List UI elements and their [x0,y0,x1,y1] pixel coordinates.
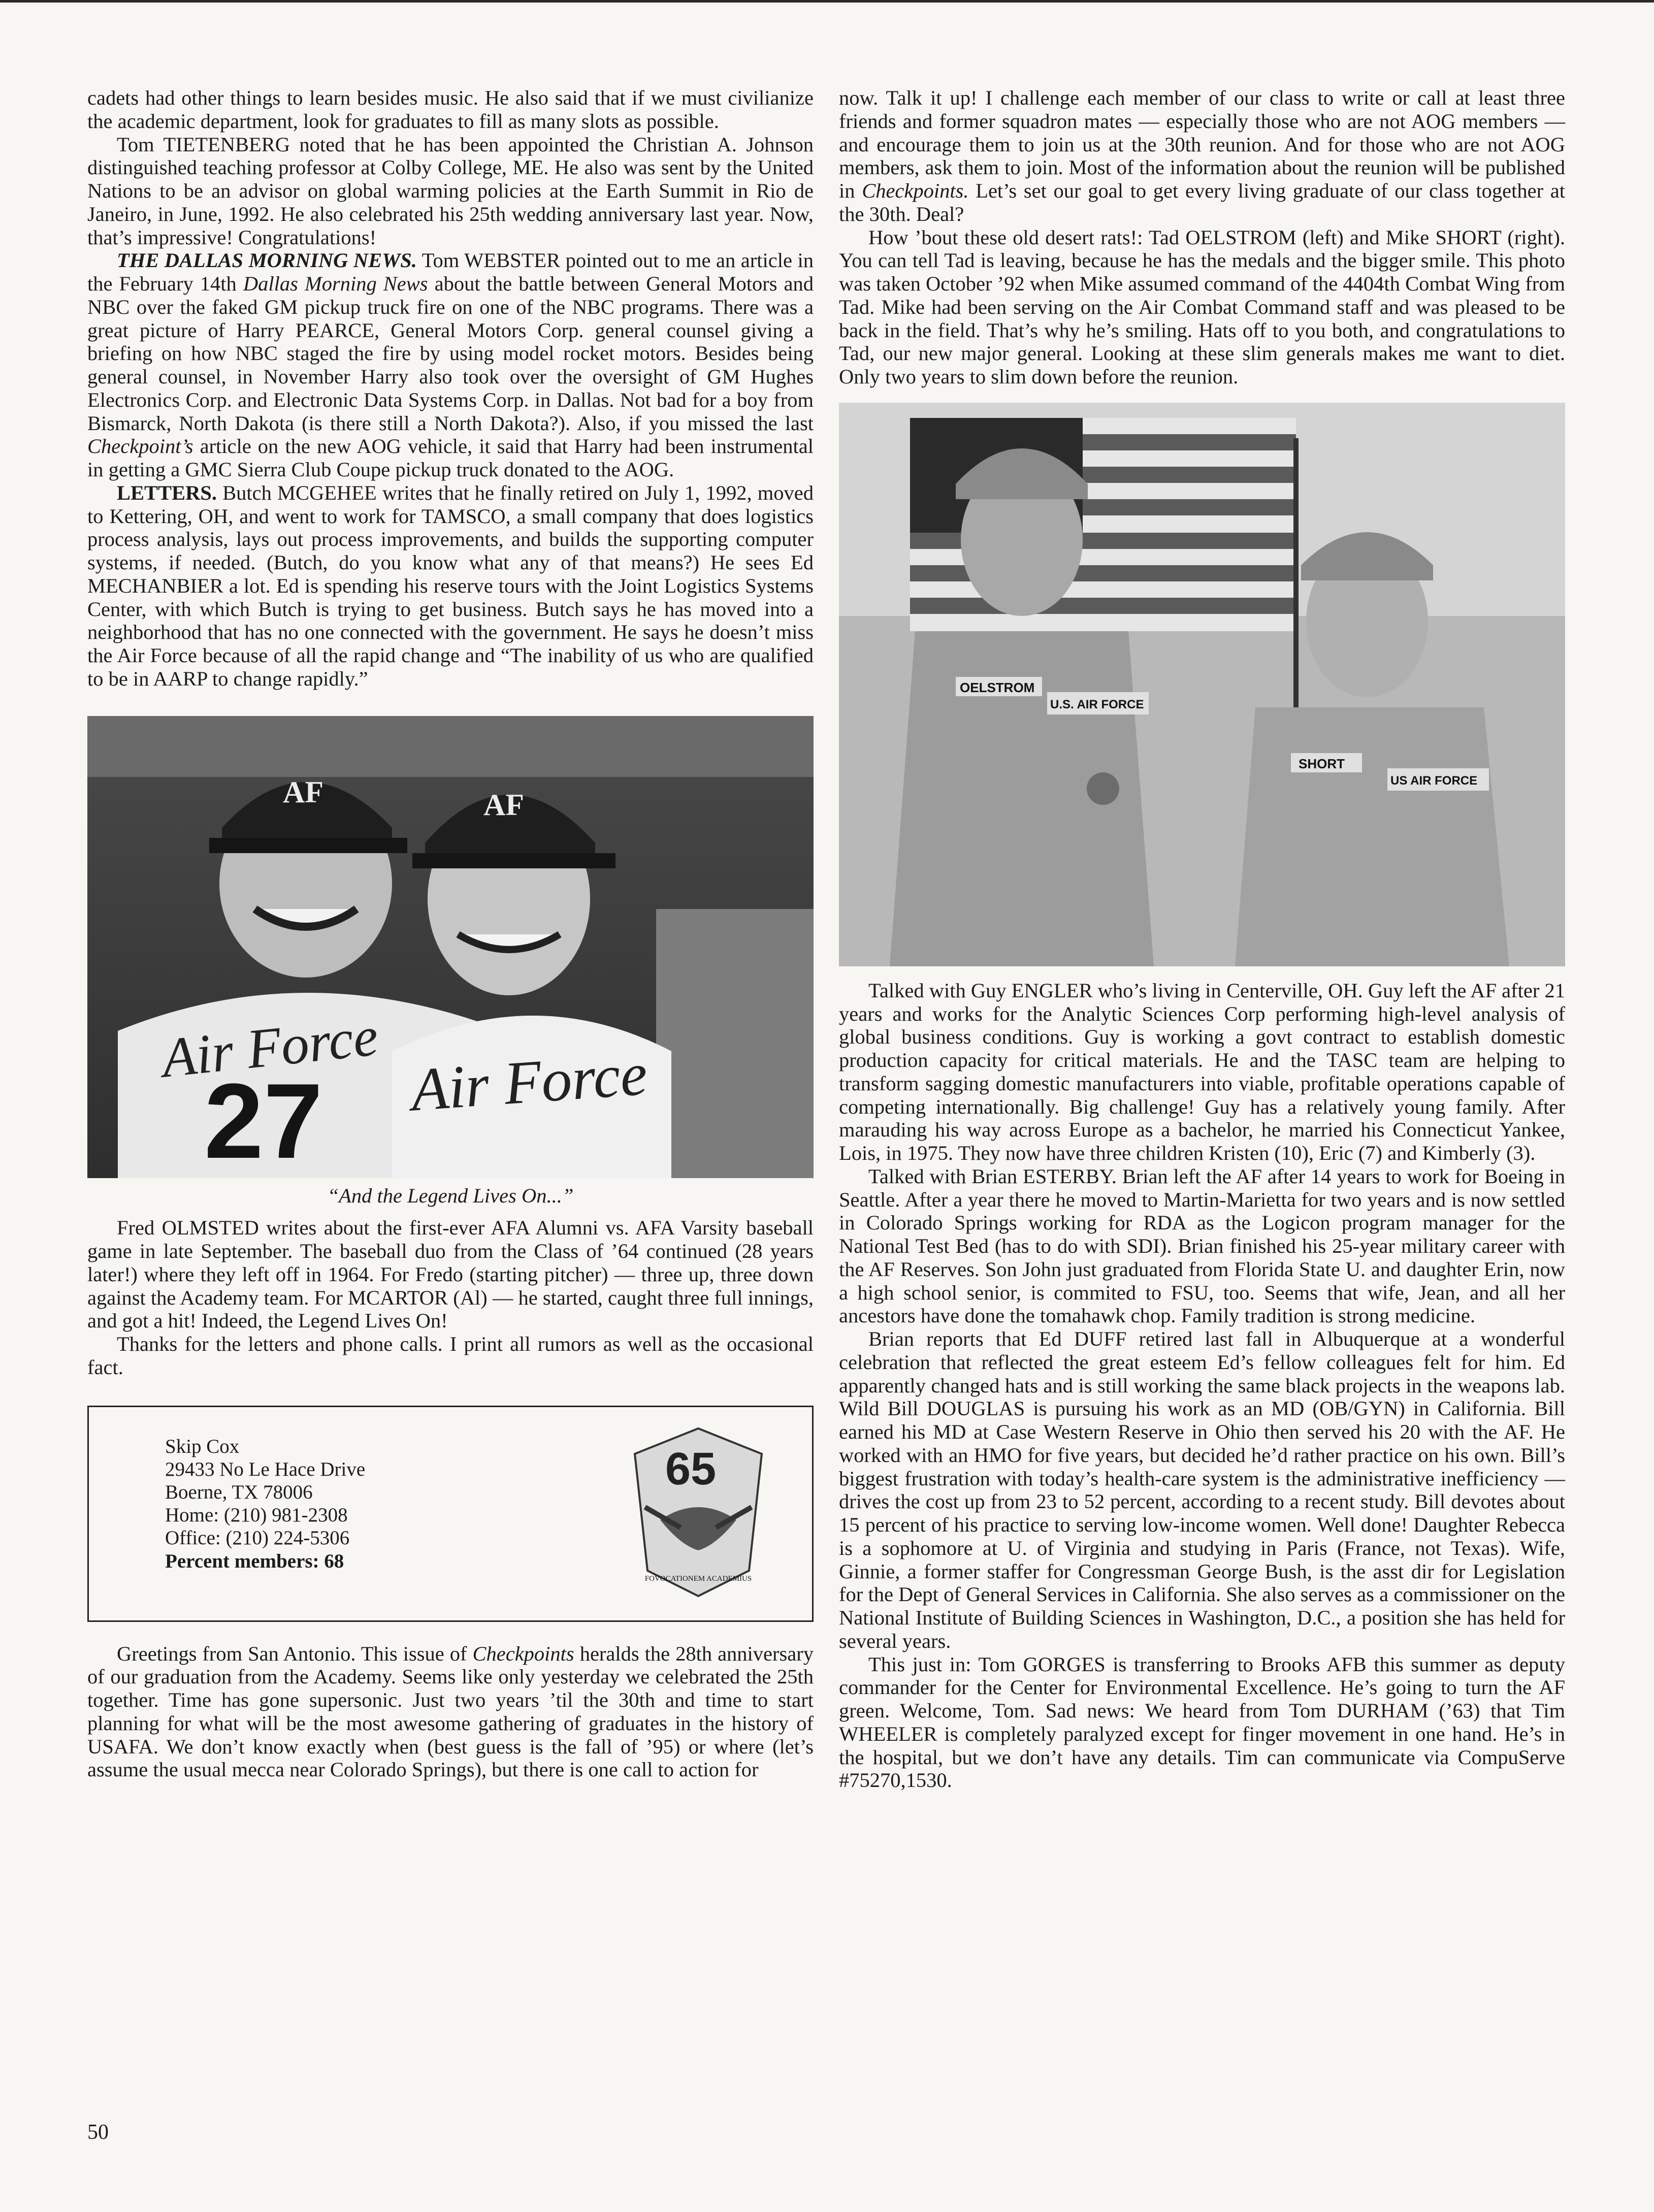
contact-home-phone: Home: (210) 981-2308 [165,1504,348,1526]
paragraph: Brian reports that Ed DUFF retired last fall in Albuquerque at a wonderful celebration that reflected the great esteem Ed’s fellow colleagues felt for him. Ed apparently changed hats and is still working the same black projects in the weapons lab. Wild Bill DOUGLAS is pursuing his work as an MD (OB/GYN) in California. Bill earned his MD at Case Western Reserve in Ohio then served his 20 with the AF. He worked with an HMO for five years, but decided he’d rather practice on his own. Bill’s biggest frustration with today’s health-care system is the administrative inefficiency — drives the cost up from 23 to 52 percent, according to a recent study. Bill devotes about 15 percent of his practice to serving low-income women. Well done! Daughter Rebecca is a sophomore at U. of Virginia and studying in Paris (France, not Texas). Wife, Ginnie, a former staffer for Congressman George Bush, is the asst dir for Legislation for the Dept of General Services in California. She also serves as a commissioner on the National Institute of Building Sciences in Washington, D.C., a position she has held for several years. [839,1327,1565,1652]
class-contact-box [87,1406,814,1622]
paragraph: Greetings from San Antonio. This issue of Checkpoints heralds the 28th anniversary of our graduation from the Academy. Seems like only yesterday we celebrated the 25th together. Time has gone supersonic. Just two years ’til the 30th and time to start planning for what will be the most awesome gathering of graduates in the history of USAFA. We don’t know exactly when (best guess is the fall of ’95) or where (let’s assume the usual mecca near Colorado Springs), but there is one call to action for [87,1642,814,1781]
generals-photo [839,403,1565,966]
paragraph: now. Talk it up! I challenge each member of our class to write or call at least three friends and former squadron mates — especially those who are not AOG members — and encourage them to join us at the 30th reunion. And for those who are not AOG members, ask them to join. Most of the information about the reunion will be published in Checkpoints. Let’s set our goal to get every living graduate of our class together at the 30th. Deal? [839,86,1565,225]
class-crest-icon [625,1418,772,1606]
cap-logo: AF [483,788,524,822]
paragraph: How ’bout these old desert rats!: Tad OELSTROM (left) and Mike SHORT (right). You can tell Tad is leaving, because he has the medals and the bigger smile. This photo was taken October ’92 when Mike assumed command of the 4404th Combat Wing from Tad. Mike had been serving on the Air Combat Command staff and was pleased to be back in the field. That’s why he’s smiling. Hats off to you both, and congratulations to Tad, our new major general. Looking at these slim generals makes me want to diet. Only two years to slim down before the reunion. [839,225,1565,388]
paragraph: Fred OLMSTED writes about the first-ever AFA Alumni vs. AFA Varsity baseball game in late September. The baseball duo from the Class of ’64 continued (28 years later!) where they left off in 1964. For Fredo (starting pitcher) — three up, three down against the Academy team. For MCARTOR (Al) — he started, caught three full innings, and got a hit! Indeed, the Legend Lives On! [87,1216,814,1332]
paragraph: Tom TIETENBERG noted that he has been appointed the Christian A. Johnson distinguished teaching professor at Colby College, ME. He also was sent by the United Nations to be an advisor on global warming policies at the Earth Summit in Rio de Janeiro, in June, 1992. He also celebrated his 25th wedding anniversary last year. Now, that’s impressive! Congratulations! [87,133,814,249]
name-tag-left: OELSTROM [960,679,1035,695]
contact-info [165,1435,365,1573]
paragraph: This just in: Tom GORGES is transferring to Brooks AFB this summer as deputy commander for the Center for Environmental Excellence. He’s going to turn the AF green. Welcome, Tom. Sad news: We heard from Tom DURHAM (’63) that Tim WHEELER is completely paralyzed except for finger movement in one hand. He’s in the hospital, but we don’t have any details. Tim can communicate via CompuServe #75270,1530. [839,1652,1565,1792]
section-heading: LETTERS. [117,481,217,504]
percent-members: Percent members: 68 [165,1550,344,1572]
name-tag-right: SHORT [1299,756,1345,771]
svg-text:FOVOCATIONEM ACADEMIUS: FOVOCATIONEM ACADEMIUS [644,1574,752,1583]
svg-text:65: 65 [665,1443,717,1494]
patch-right: US AIR FORCE [1390,773,1478,788]
jersey-script: Air Force [158,1004,381,1089]
paragraph: Talked with Brian ESTERBY. Brian left the AF after 14 years to work for Boeing in Seattle. After a year there he moved to Martin-Marietta for two years and is now settled in Colorado Springs working for RDA as the Logicon program manager for the National Test Bed (has to do with SDI). Brian finished his 25-year military career with the AF Reserves. Son John just graduated from Florida State U. and daughter Erin, now a high school senior, is commited to FSU, too. Seems that wife, Jean, and all her ancestors have done the tomahawk chop. Family tradition is strong medicine. [839,1164,1565,1327]
jersey-script: Air Force [409,1039,650,1124]
right-column [839,86,1565,1792]
photo-caption: “And the Legend Lives On...” [327,1184,574,1207]
paragraph: cadets had other things to learn besides music. He also said that if we must civilianize the academic department, look for graduates to fill as many slots as possible. [87,86,814,133]
paragraph: THE DALLAS MORNING NEWS. Tom WEBSTER pointed out to me an article in the February 14th Dallas Morning News about the battle between General Motors and NBC over the faked GM pickup truck fire on one of the NBC programs. There was a great picture of Harry PEARCE, General Motors Corp. general counsel giving a briefing on how NBC staged the fire by using model rocket motors. Besides being general counsel, in November Harry also took over the oversight of GM Hughes Electronics Corp. and Electronic Data Systems Corp. in Dallas. Not bad for a boy from Bismarck, North Dakota (is there still a North Dakota?). Also, if you missed the last Checkpoint’s article on the new AOG vehicle, it said that Harry had been instrumental in getting a GMC Sierra Club Coupe pickup truck donated to the AOG. [87,249,814,481]
patch-left: U.S. AIR FORCE [1050,697,1144,711]
page-number: 50 [87,2121,109,2144]
cap-logo: AF [283,775,323,809]
contact-city: Boerne, TX 78006 [165,1481,313,1503]
baseball-photo [87,716,814,1178]
section-heading: THE DALLAS MORNING NEWS. [117,249,417,272]
jersey-number: 27 [204,1061,323,1178]
paragraph: Talked with Guy ENGLER who’s living in Centerville, OH. Guy left the AF after 21 years and works for the Analytic Sciences Corp performing high-level analysis of global business conditions. Guy is working a govt contract to establish domestic production capacity for critical materials. He and the TASC team are helping to transform sagging domestic manufacturers into viable, profitable operations capable of competing internationally. Big challenge! Guy has a relatively young family. After marauding his way across Europe as a bachelor, he married his Connecticut Yankee, Lois, in 1975. They now have three children Kristen (10), Eric (7) and Kimberly (3). [839,979,1565,1164]
contact-address: 29433 No Le Hace Drive [165,1458,366,1480]
left-column [87,86,814,1781]
contact-name: Skip Cox [165,1435,240,1457]
top-rule [0,0,1654,3]
paragraph: LETTERS. Butch MCGEHEE writes that he finally retired on July 1, 1992, moved to Kettering, OH, and went to work for TAMSCO, a small company that does logistics process analysis, lays out process improvements, and builds the supporting computer systems, if needed. (Butch, do you know what any of that means?) He sees Ed MECHANBIER a lot. Ed is spending his reserve tours with the Joint Logistics Systems Center, with which Butch is trying to get business. Butch says he has moved into a neighborhood that has no one connected with the government. He says he doesn’t miss the Air Force because of all the rapid change and “The inability of us who are qualified to be in AARP to change rapidly.” [87,481,814,690]
paragraph: Thanks for the letters and phone calls. I print all rumors as well as the occasional fact. [87,1332,814,1379]
contact-office-phone: Office: (210) 224-5306 [165,1527,350,1549]
